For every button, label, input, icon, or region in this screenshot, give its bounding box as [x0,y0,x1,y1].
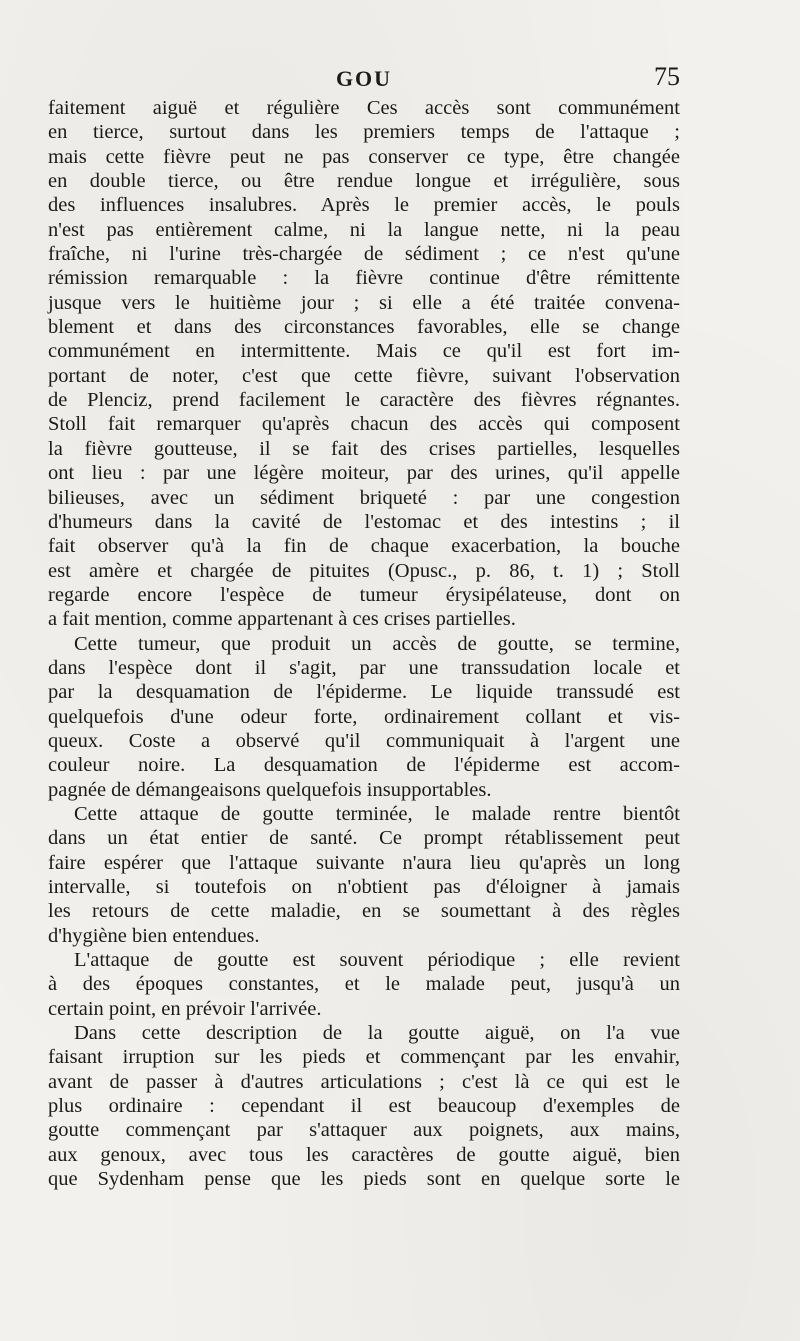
text-line: communément en intermittente. Mais ce qu'il est fort im- [48,340,680,363]
text-line: quelquefois d'une odeur forte, ordinairement collant et vis- [48,705,680,728]
text-line: mais cette fièvre peut ne pas conserver ce type, être changée [48,145,680,168]
text-line: blement et dans des circonstances favorables, elle se change [48,316,680,339]
text-line: Cette attaque de goutte terminée, le malade rentre bientôt [74,802,680,825]
text-line: plus ordinaire : cependant il est beaucoup d'exemples de [48,1095,680,1118]
text-line: fait observer qu'à la fin de chaque exacerbation, la bouche [48,535,680,558]
text-line: portant de noter, c'est que cette fièvre, suivant l'observation [48,364,680,387]
text-line: Dans cette description de la goutte aiguë, on l'a vue [74,1022,680,1045]
text-line: goutte commençant par s'attaquer aux poignets, aux mains, [48,1119,680,1142]
text-line: que Sydenham pense que les pieds sont en quelque sorte le [48,1168,680,1191]
text-line: d'humeurs dans la cavité de l'estomac et des intestins ; il [48,510,680,533]
text-line: les retours de cette maladie, en se soumettant à des règles [48,900,680,923]
text-line: jusque vers le huitième jour ; si elle a été traitée convena- [48,291,680,314]
text-line: dans un état entier de santé. Ce prompt rétablissement peut [48,827,680,850]
text-line: en double tierce, ou être rendue longue et irrégulière, sous [48,170,680,193]
text-line: pagnée de démangeaisons quelquefois insupportables. [48,778,492,801]
text-line: en tierce, surtout dans les premiers temps de l'attaque ; [48,121,680,144]
text-line: Stoll fait remarquer qu'après chacun des accès qui composent [48,413,680,436]
text-line: aux genoux, avec tous les caractères de goutte aiguë, bien [48,1143,680,1166]
text-line: regarde encore l'espèce de tumeur érysipélateuse, dont on [48,583,680,606]
text-line: rémission remarquable : la fièvre continue d'être rémittente [48,267,680,290]
text-line: couleur noire. La desquamation de l'épiderme est accom- [48,754,680,777]
text-line: avant de passer à d'autres articulations ; c'est là ce qui est le [48,1070,680,1093]
page-number: 75 [654,62,680,91]
text-line: la fièvre goutteuse, il se fait des crises partielles, lesquelles [48,437,680,460]
text-line: a fait mention, comme appartenant à ces crises partielles. [48,608,516,631]
text-line: est amère et chargée de pituites (Opusc., p. 86, t. 1) ; Stoll [48,559,680,582]
text-line: dans l'espèce dont il s'agit, par une transsudation locale et [48,656,680,679]
page-header [48,62,680,96]
body-text [48,96,680,1191]
text-line: faitement aiguë et régulière Ces accès sont communément [48,97,680,119]
text-line: intervalle, si toutefois on n'obtient pas d'éloigner à jamais [48,876,680,898]
text-line: n'est pas entièrement calme, ni la langue nette, ni la peau [48,218,680,241]
text-line: ont lieu : par une légère moiteur, par des urines, qu'il appelle [48,462,680,485]
text-line: L'attaque de goutte est souvent périodique ; elle revient [74,949,680,972]
text-line: Cette tumeur, que produit un accès de goutte, se termine, [74,632,680,655]
text-line: queux. Coste a observé qu'il communiquait à l'argent une [48,729,680,752]
text-line: faisant irruption sur les pieds et commençant par les envahir, [48,1046,680,1069]
text-line: par la desquamation de l'épiderme. Le liquide transsudé est [48,681,680,704]
text-line: des influences insalubres. Après le premier accès, le pouls [48,194,680,217]
text-line: à des époques constantes, et le malade peut, jusqu'à un [48,973,680,996]
running-head: GOU [335,66,393,91]
text-line: faire espérer que l'attaque suivante n'aura lieu qu'après un long [48,851,680,874]
text-line: bilieuses, avec un sédiment briqueté : par une congestion [48,486,680,509]
text-line: fraîche, ni l'urine très-chargée de sédiment ; ce n'est qu'une [48,243,680,266]
text-line: de Plenciz, prend facilement le caractère des fièvres régnantes. [48,389,680,412]
text-line: d'hygiène bien entendues. [48,924,260,947]
text-line: certain point, en prévoir l'arrivée. [48,997,322,1020]
